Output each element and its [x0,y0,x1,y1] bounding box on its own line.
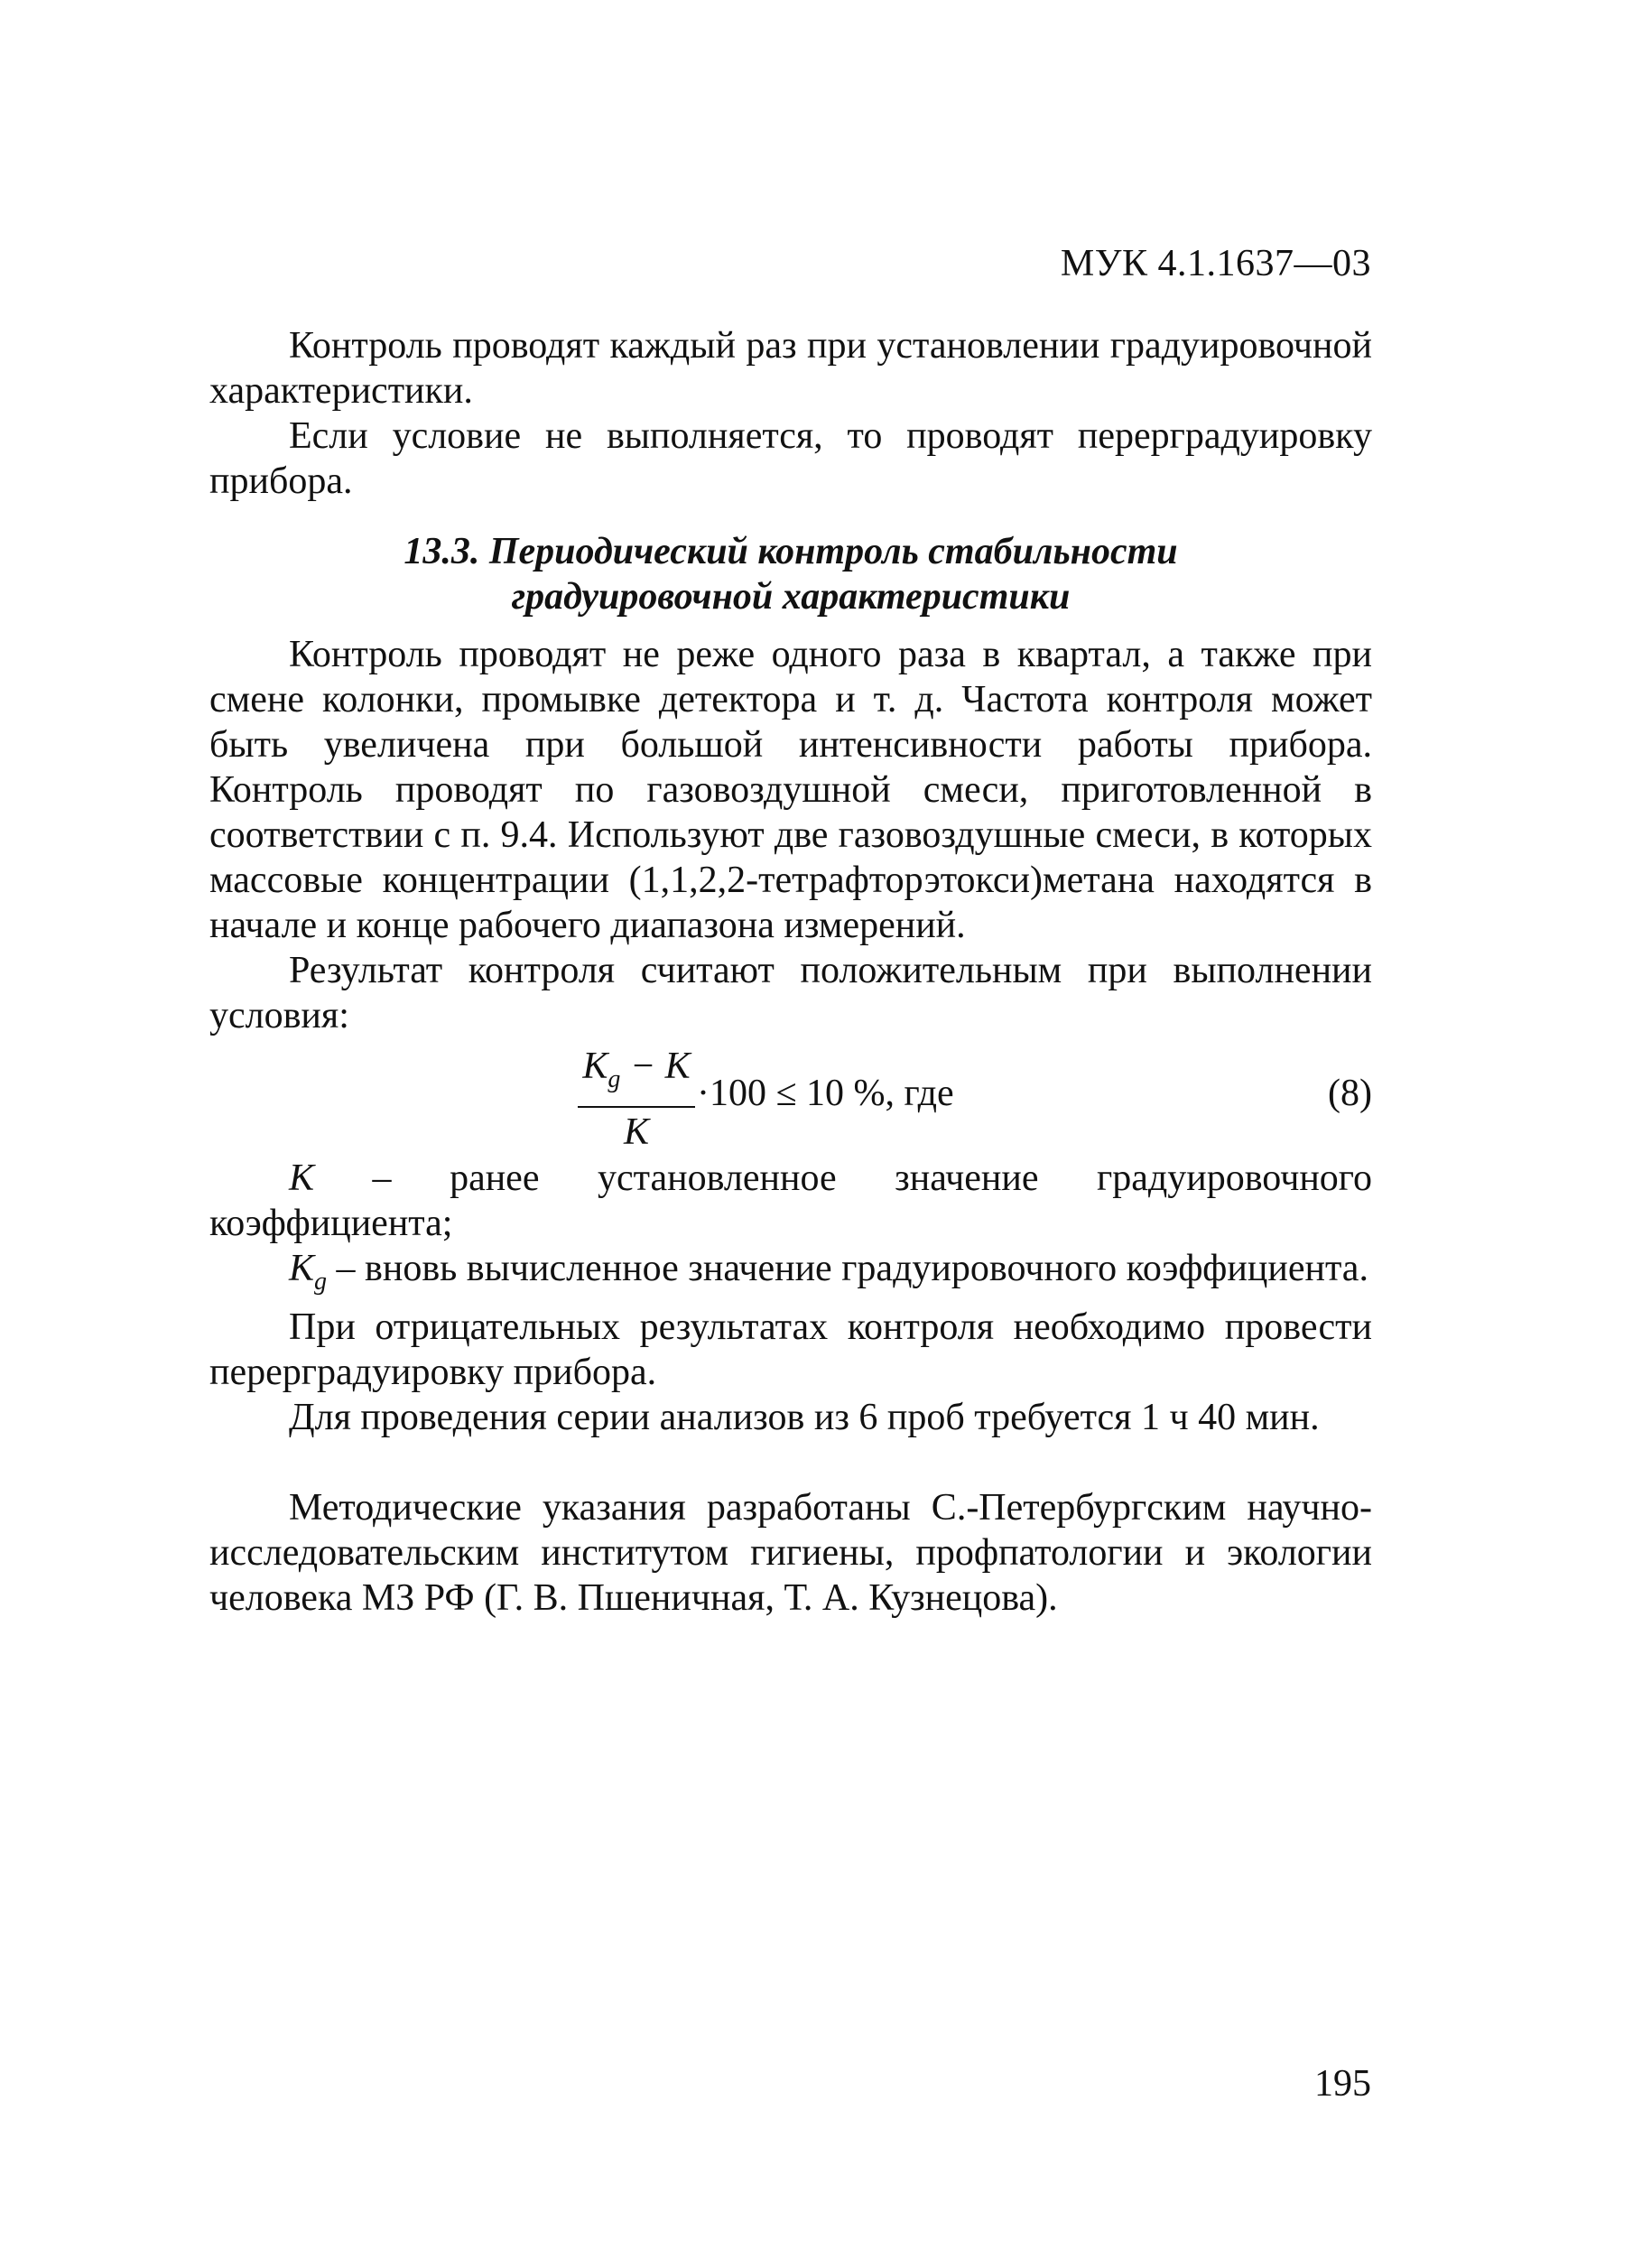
paragraph-control-each-time: Контроль проводят каждый раз при установлении градуировочной характеристики. [209,325,1372,412]
paragraph-analysis-time: Для проведения серии анализов из 6 проб требуется 1 ч 40 мин. [289,1397,1320,1438]
paragraph-result-condition: Результат контроля считают положительным при выполнении условия: [209,950,1372,1036]
paragraph-recalibration: Если условие не выполняется, то проводят перерградуировку прибора. [209,415,1372,502]
page-number: 195 [1314,2063,1371,2105]
fraction-bar [578,1106,695,1108]
page-content [209,323,1372,1621]
paragraph-periodic-control: Контроль проводят не реже одного раза в квартал, а также при смене колонки, промывке детектора и т. д. Частота контроля может быть увеличена при большой интенсивности работы прибора. Контроль проводят по газовоздушной смеси, приготовленной в соответствии с п. 9.4. Используют две газовоздушные смеси, в которых массовые концентрации (1,1,2,2-тетрафторэтокси)метана находятся в начале и конце рабочего диапазона измерений. [209,634,1372,946]
paragraph-authors: Методические указания разработаны С.-Петербургским научно-исследовательским институтом гигиены, профпатологии и экологии человека МЗ РФ (Г. В. Пшеничная, Т. А. Кузнецова). [209,1487,1372,1619]
spacer [209,1440,1372,1485]
definition-kg: $K_g$ – вновь вычисленное значение градуировочного коэффициента. [289,1248,1368,1296]
formula-fraction [578,1044,695,1155]
equation-number: (8) [1328,1073,1372,1114]
definition-k: K – ранее установленное значение градуировочного коэффициента; [209,1157,1372,1244]
formula-tail: ·100 ≤ 10 %, где [697,1073,954,1114]
formula-denominator: K [623,1111,649,1153]
section-title-line-1: 13.3. Периодический контроль стабильности [404,531,1178,572]
formula-numerator: $K_g - K$ [582,1046,691,1093]
paragraph-negative-results: При отрицательных результатах контроля необходимо провести перерградуировку прибора. [209,1306,1372,1393]
section-title-line-2: градуировочной характеристики [511,576,1071,618]
formula-8 [209,1038,1372,1156]
section-title [209,529,1372,619]
document-code: МУК 4.1.1637—03 [1060,243,1371,284]
